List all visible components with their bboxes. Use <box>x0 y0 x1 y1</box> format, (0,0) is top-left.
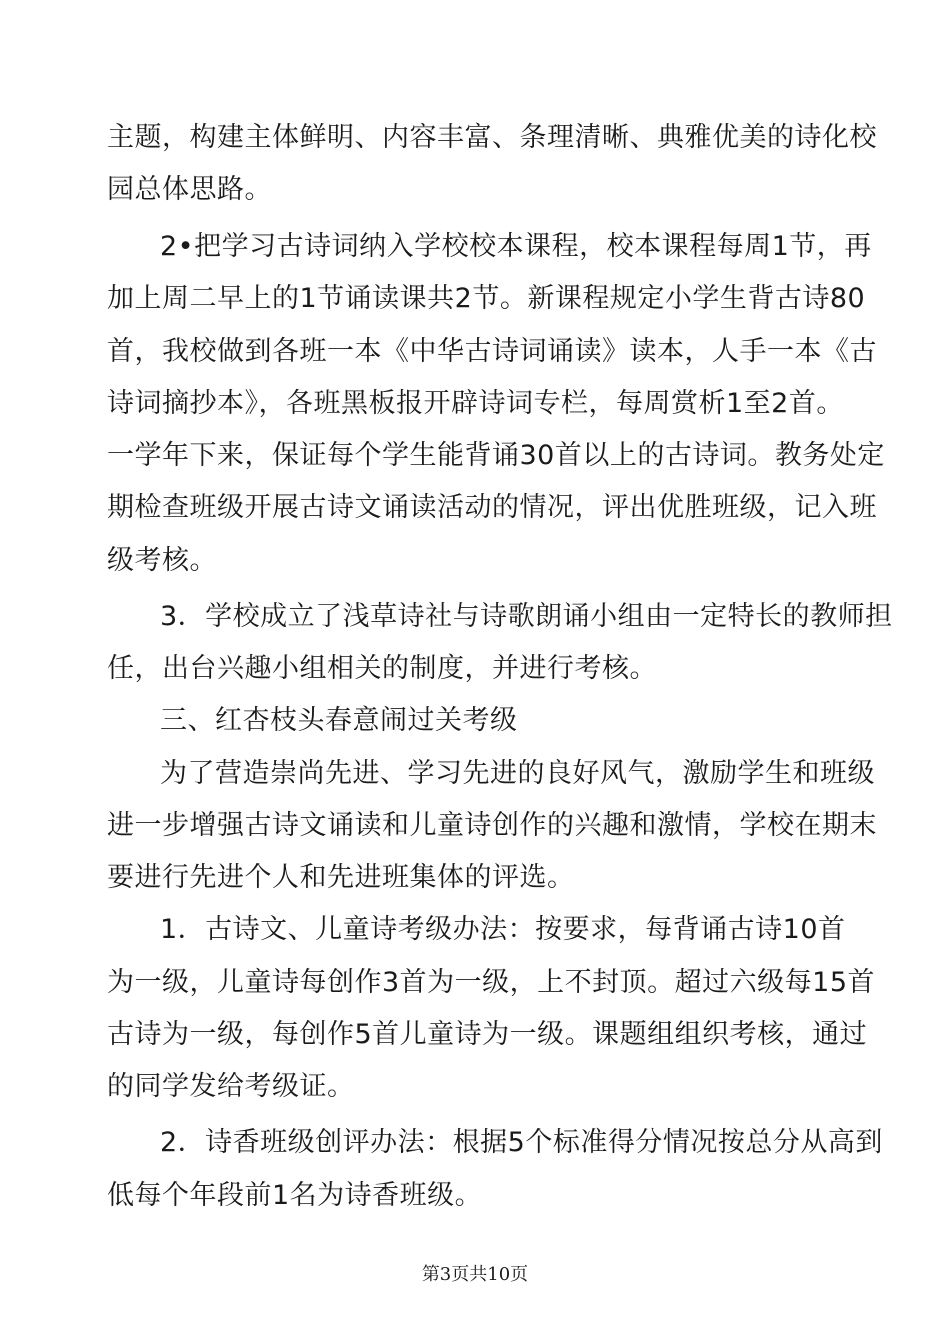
text-line: 低每个年段前1名为诗香班级。 <box>107 1180 483 1211</box>
text-line: 一学年下来，保证每个学生能背诵30首以上的古诗词。教务处定 <box>107 440 885 471</box>
text-line: 加上周二早上的1节诵读课共2节。新课程规定小学生背古诗80 <box>107 283 866 314</box>
text-line: 的同学发给考级证。 <box>107 1071 355 1102</box>
text-line: 为了营造崇尚先进、学习先进的良好风气，激励学生和班级 <box>160 758 875 789</box>
text-line: 诗词摘抄本》，各班黑板报开辟诗词专栏，每周赏析1至2首。 <box>107 388 844 419</box>
text-line: 古诗为一级，每创作5首儿童诗为一级。课题组组织考核，通过 <box>107 1019 868 1050</box>
section-heading: 三、红杏枝头春意闹过关考级 <box>160 705 518 736</box>
text-line: 园总体思路。 <box>107 174 272 205</box>
text-line: 要进行先进个人和先进班集体的评选。 <box>107 862 575 893</box>
text-line: 任，出台兴趣小组相关的制度，并进行考核。 <box>107 653 657 684</box>
text-line: 首，我校做到各班一本《中华古诗词诵读》读本，人手一本《古 <box>107 336 877 367</box>
text-line: 3．学校成立了浅草诗社与诗歌朗诵小组由一定特长的教师担 <box>160 601 893 632</box>
text-line: 主题，构建主体鲜明、内容丰富、条理清晰、典雅优美的诗化校 <box>107 122 877 153</box>
text-line: 1．古诗文、儿童诗考级办法：按要求，每背诵古诗10首 <box>160 914 846 945</box>
text-line: 进一步增强古诗文诵读和儿童诗创作的兴趣和激情，学校在期末 <box>107 810 877 841</box>
text-line: 2．诗香班级创评办法：根据5个标准得分情况按总分从高到 <box>160 1127 883 1158</box>
text-line: 期检查班级开展古诗文诵读活动的情况，评出优胜班级，记入班 <box>107 492 877 523</box>
text-line: 为一级，儿童诗每创作3首为一级，上不封顶。超过六级每15首 <box>107 967 876 998</box>
text-line: 2•把学习古诗词纳入学校校本课程，校本课程每周1节，再 <box>160 231 872 262</box>
text-line: 级考核。 <box>107 545 217 576</box>
page-number: 第3页共10页 <box>421 1264 529 1285</box>
